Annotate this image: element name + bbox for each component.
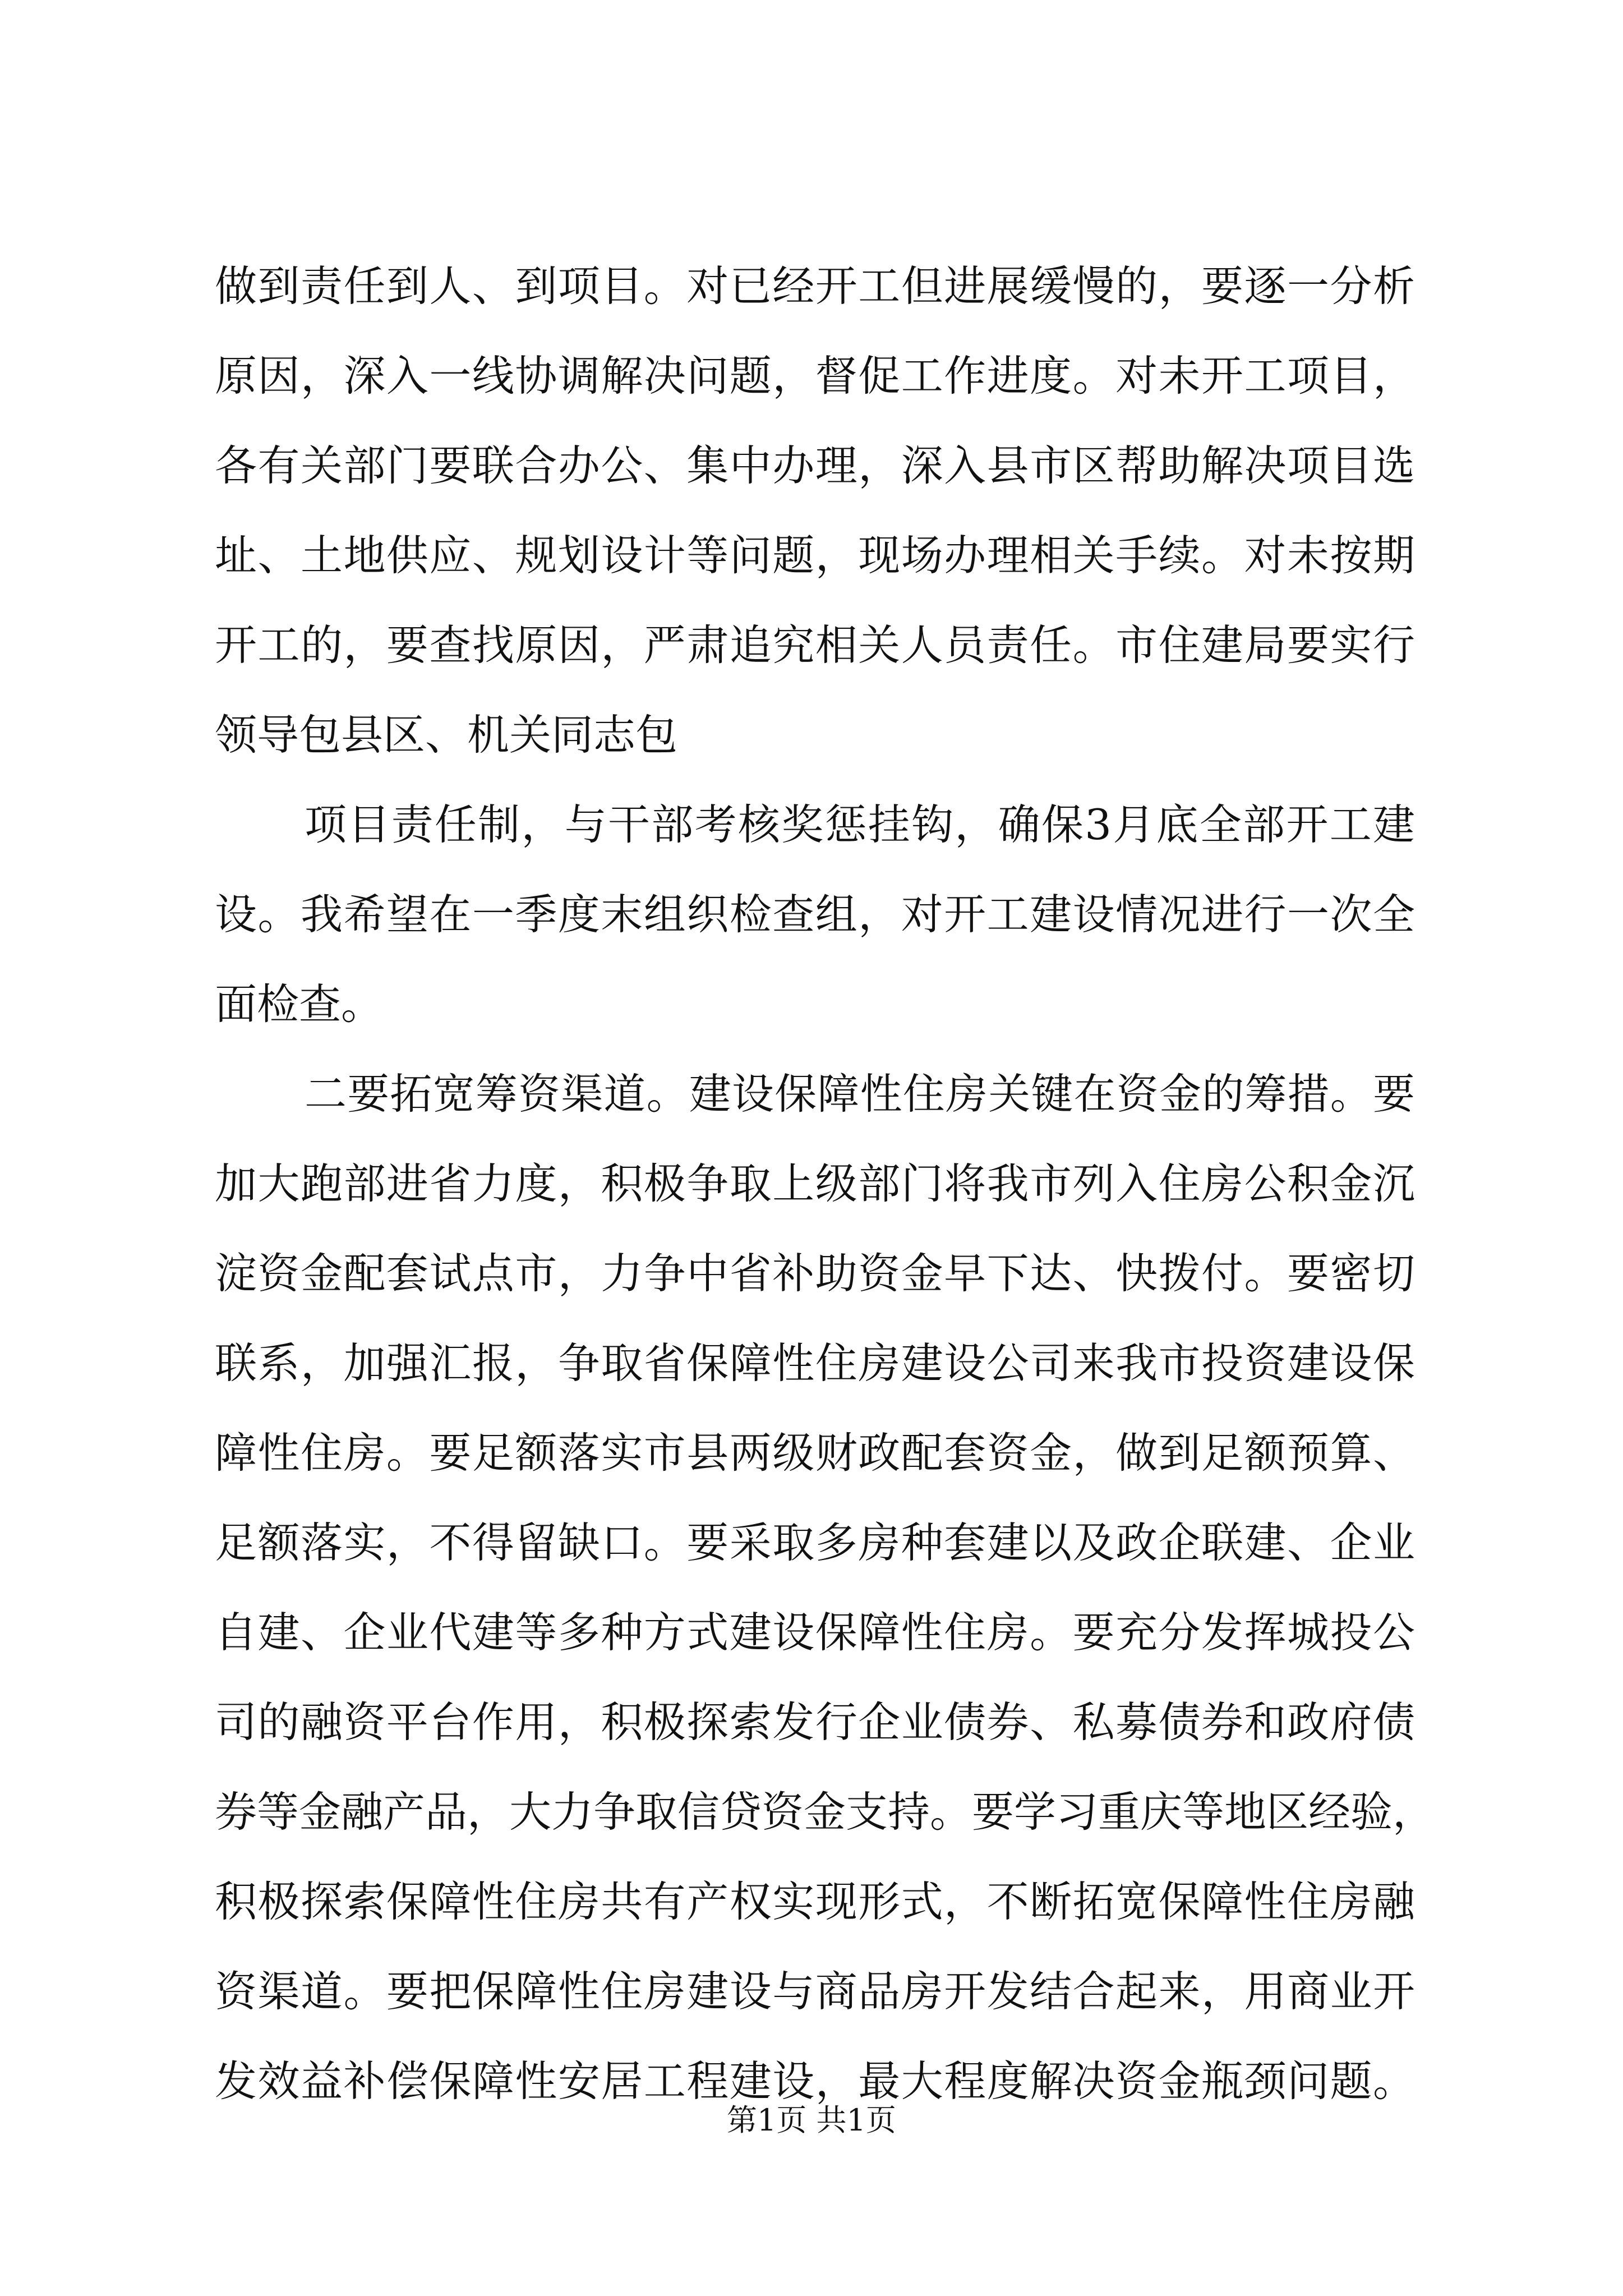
text-line: 项目责任制，与干部考核奖惩挂钩，确保3月底全部开工建 xyxy=(305,800,1415,849)
text-line: 发效益补偿保障性安居工程建设，最大程度解决资金瓶颈问题。 xyxy=(215,2056,1415,2106)
text-line: 二要拓宽筹资渠道。建设保障性住房关键在资金的筹措。要 xyxy=(305,1069,1415,1119)
page-footer xyxy=(0,2098,1623,2143)
text-line: 券等金融产品，大力争取信贷资金支持。要学习重庆等地区经验， xyxy=(215,1787,1435,1837)
text-line: 积极探索保障性住房共有产权实现形式，不断拓宽保障性住房融 xyxy=(215,1877,1415,1926)
text-line: 司的融资平台作用，积极探索发行企业债券、私募债券和政府债 xyxy=(215,1697,1415,1747)
text-line: 做到责任到人、到项目。对已经开工但进展缓慢的，要逐一分析 xyxy=(215,261,1415,311)
text-line: 加大跑部进省力度，积极争取上级部门将我市列入住房公积金沉 xyxy=(215,1159,1415,1208)
text-line: 领导包县区、机关同志包 xyxy=(215,710,678,760)
page-number-label: 第1页 共1页 xyxy=(727,2102,896,2138)
text-line: 障性住房。要足额落实市县两级财政配套资金，做到足额预算、 xyxy=(215,1428,1415,1478)
document-body xyxy=(215,241,1435,2126)
text-line: 资渠道。要把保障性住房建设与商品房开发结合起来，用商业开 xyxy=(215,1967,1415,2016)
text-line: 开工的，要查找原因，严肃追究相关人员责任。市住建局要实行 xyxy=(215,620,1415,670)
text-line: 自建、企业代建等多种方式建设保障性住房。要充分发挥城投公 xyxy=(215,1608,1415,1657)
text-line: 淀资金配套试点市，力争中省补助资金早下达、快拨付。要密切 xyxy=(215,1249,1415,1298)
text-line: 各有关部门要联合办公、集中办理，深入县市区帮助解决项目选 xyxy=(215,441,1415,490)
text-line: 设。我希望在一季度末组织检查组，对开工建设情况进行一次全 xyxy=(215,890,1415,939)
text-line: 原因，深入一线协调解决问题，督促工作进度。对未开工项目， xyxy=(215,351,1415,401)
text-line: 足额落实，不得留缺口。要采取多房种套建以及政企联建、企业 xyxy=(215,1518,1415,1567)
text-line: 联系，加强汇报，争取省保障性住房建设公司来我市投资建设保 xyxy=(215,1338,1415,1388)
text-line: 面检查。 xyxy=(215,979,384,1029)
text-line: 址、土地供应、规划设计等问题，现场办理相关手续。对未按期 xyxy=(215,531,1415,580)
